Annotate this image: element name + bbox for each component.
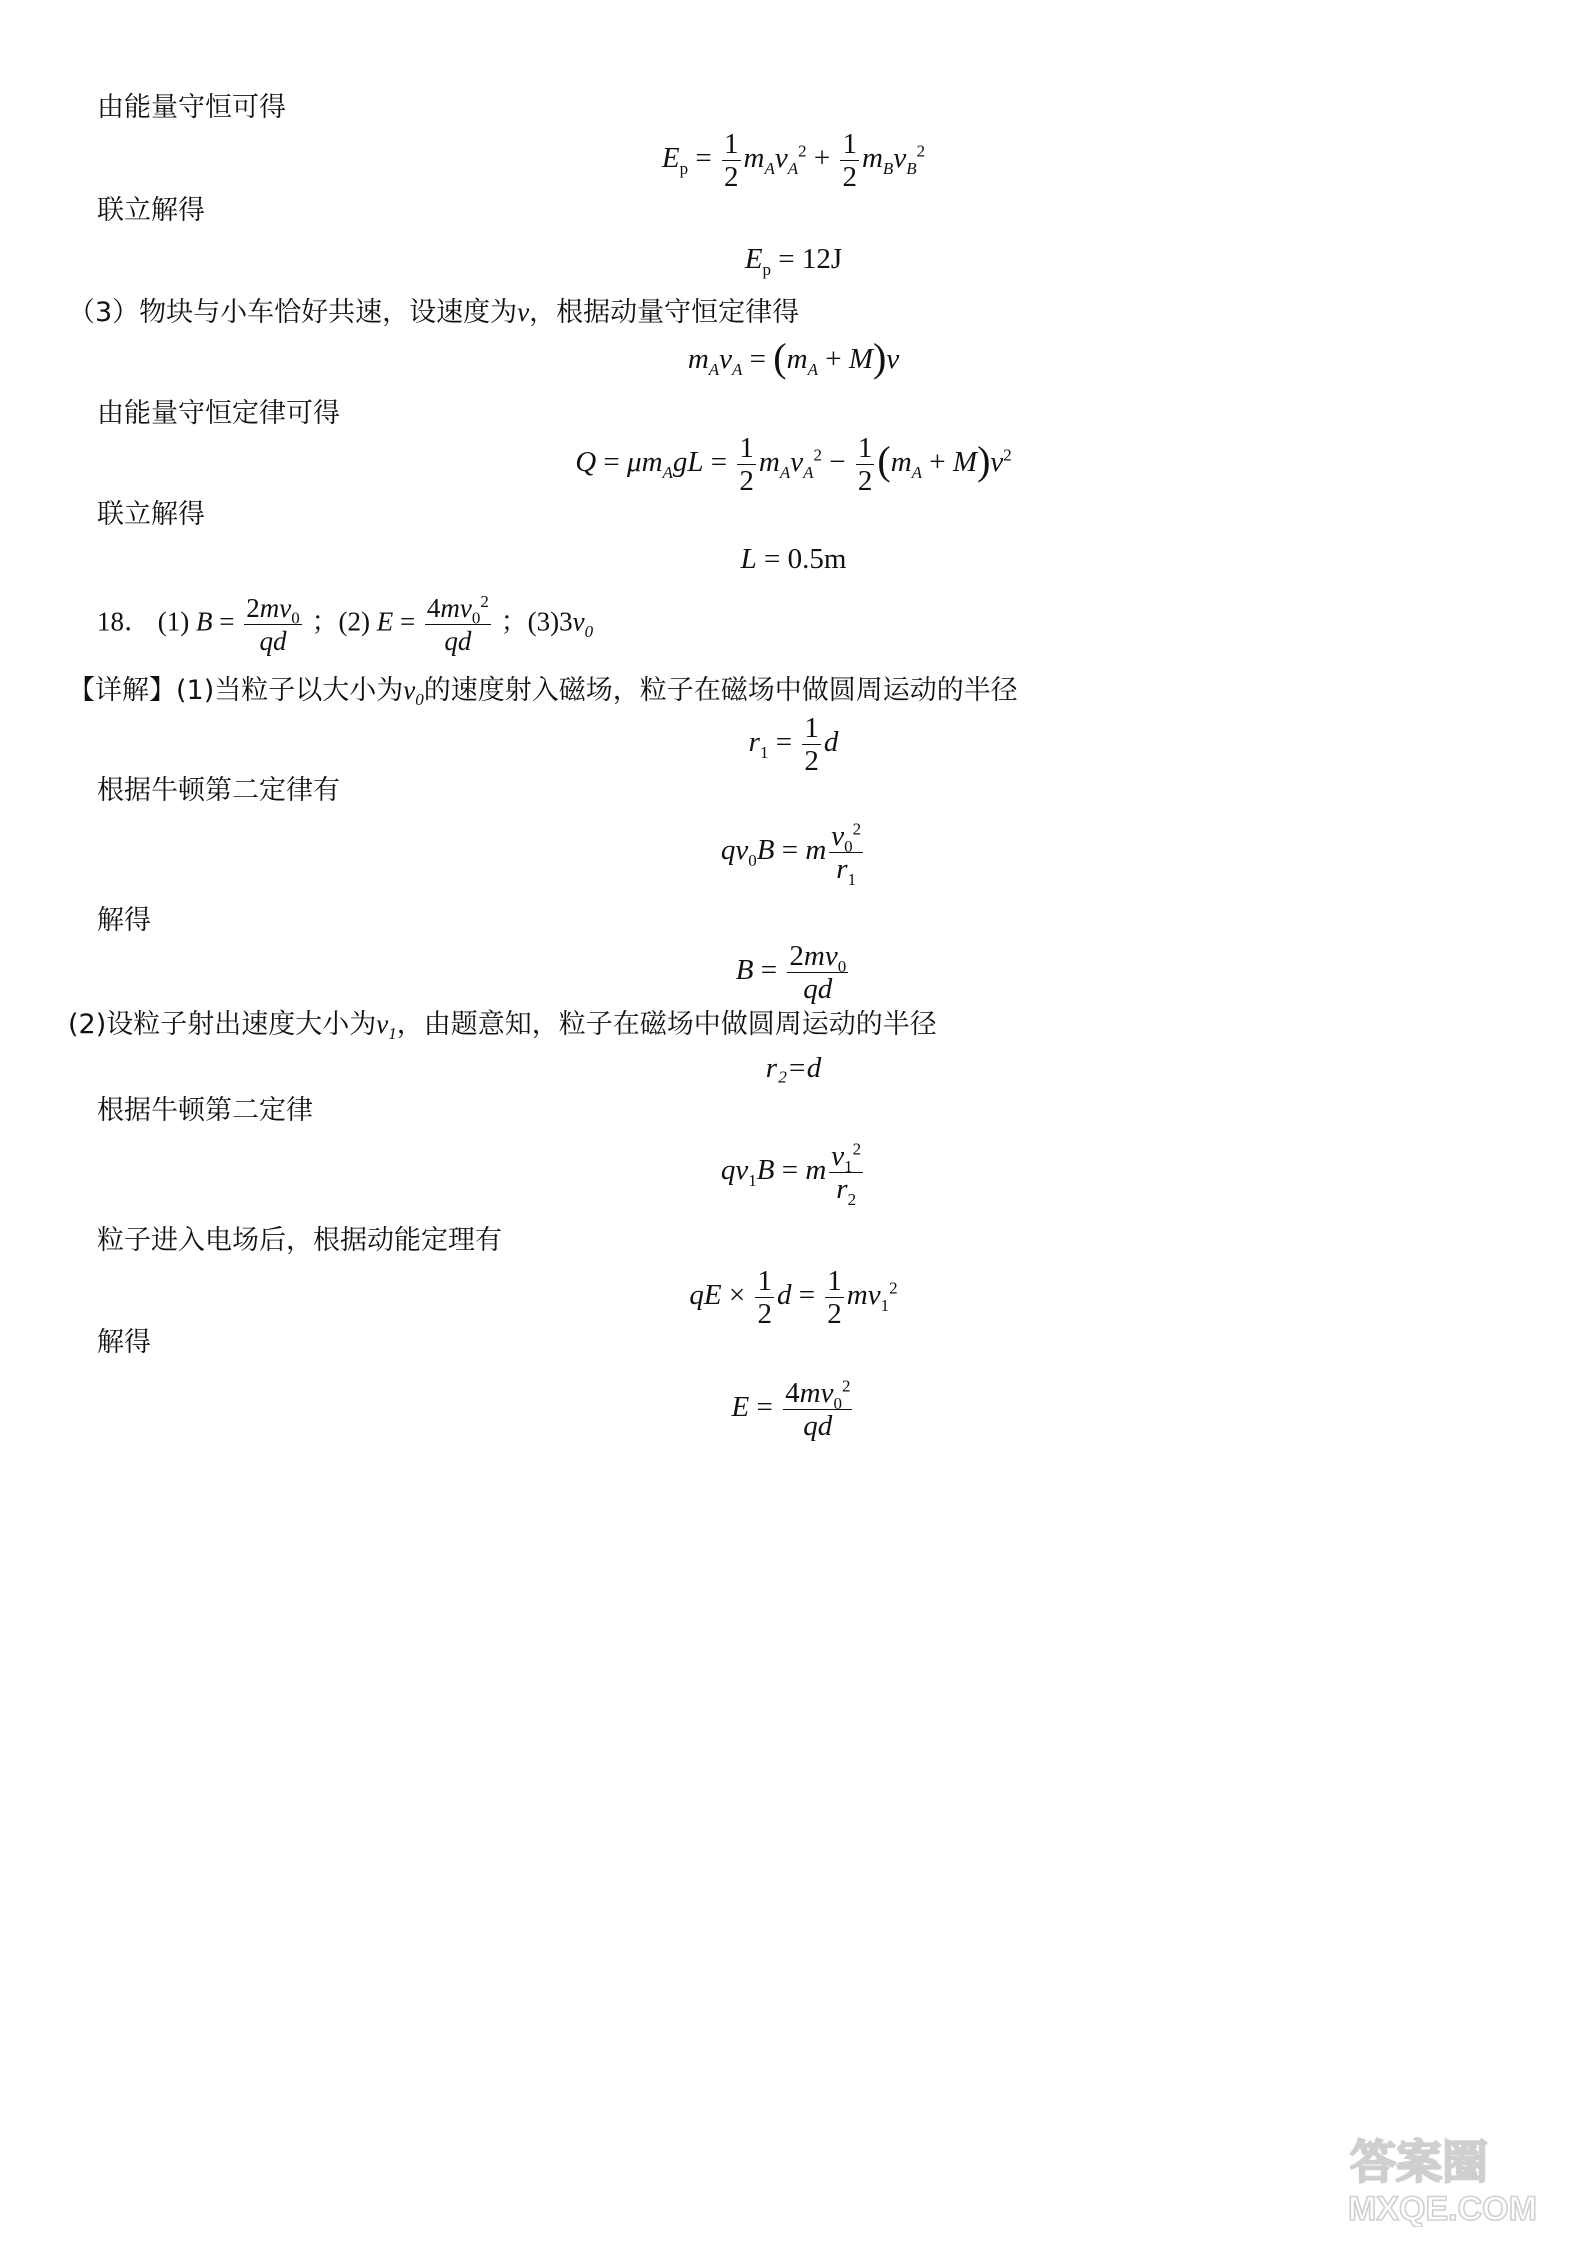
q18-v: v [572, 606, 585, 637]
text-newton-2: 根据牛顿第二定律 [97, 1095, 313, 1126]
q18-number: 18． [97, 606, 151, 637]
equation-heat: $Q = \mu m_AgL$ = $\frac{1}{2}$ $m_Av_A^2$ − $\frac{1}{2}$ $(m_A + M)v^2$ [575, 432, 1012, 497]
detail-tail: 的速度射入磁场，粒子在磁场中做圆周运动的半径 [423, 675, 1018, 706]
text-solve-4: 解得 [97, 1327, 151, 1358]
equation-momentum: $m_Av_A = (m_A + M)v$ [687, 335, 900, 380]
equation-lorentz-2: $qv_1B = m$ $\frac{v_1^2}{r_2}$ [720, 1139, 862, 1209]
equation-lorentz-1: $qv_0B = m$ $\frac{v_0^2}{r_1}$ [720, 819, 862, 889]
text-part3 [68, 294, 799, 331]
text-part2 [68, 1006, 937, 1043]
detail-v-sub: 0 [415, 690, 424, 710]
text-electric-field: 粒子进入电场后，根据动能定理有 [97, 1225, 502, 1256]
q18-v-sub: 0 [584, 622, 594, 642]
text-solve-1: 联立解得 [97, 195, 205, 226]
equation-B-result: B = $\frac{2mv_0}{qd}$ [735, 940, 847, 1005]
q18-part2: ；(2) [311, 606, 370, 637]
text-detail [68, 672, 1018, 709]
q18-answer: 18． (1) B = $\frac{2mv_0}{qd}$ ；(2) E = $\frac{4mv_0^2}{qd}$ ；$(3)3v_0$ [97, 592, 594, 656]
part2-v: v [376, 1009, 389, 1039]
equation-work-energy: qE × $\frac{1}{2}$ d = $\frac{1}{2}$ $mv_1^2$ [689, 1265, 898, 1330]
part2-tail: ，由题意知，粒子在磁场中做圆周运动的半径 [396, 1009, 937, 1040]
watermark-en: MXQE.COM [1348, 2190, 1537, 2227]
equation-r2: r₂=d [765, 1052, 822, 1084]
text-solve-2: 联立解得 [97, 499, 205, 530]
equation-L-result: L = 0.5m [740, 543, 847, 575]
part3-tail: ，根据动量守恒定律得 [529, 297, 800, 328]
q18-part1: (1) [157, 606, 190, 637]
text-energy-law: 由能量守恒定律可得 [97, 398, 340, 429]
part3-head: （3）物块与小车恰好共速，设速度为 [68, 297, 518, 328]
text-newton-1: 根据牛顿第二定律有 [97, 775, 340, 806]
equation-E-result: E = $\frac{4mv_0^2}{qd}$ [731, 1376, 851, 1442]
detail-v: v [403, 675, 416, 705]
q18-part3: ；(3)3 [500, 606, 573, 637]
equation-ep-result: $E_p = 12J$ [744, 243, 843, 279]
part2-v-sub: 1 [388, 1024, 397, 1044]
watermark-cn: 答案圈 [1350, 2136, 1488, 2188]
detail-head: (1)当粒子以大小为 [176, 675, 404, 706]
part2-head: (2)设粒子射出速度大小为 [68, 1009, 377, 1040]
equation-ep-energy: $E_p$ = $\frac{1}{2}$ $m_Av_A^2$ + $\frac{1}{2}$ $m_Bv_B^2$ [661, 128, 926, 193]
watermark-logo [1342, 2122, 1557, 2227]
ep-value: = 12J [778, 243, 843, 275]
detail-label: 【详解】 [68, 675, 176, 706]
part3-var: v [517, 297, 530, 327]
L-value: = 0.5m [763, 543, 847, 575]
equation-r1: $r_1$ = $\frac{1}{2}$ d [748, 712, 839, 777]
text-solve-3: 解得 [97, 905, 151, 936]
text-energy-conservation: 由能量守恒可得 [97, 92, 286, 123]
